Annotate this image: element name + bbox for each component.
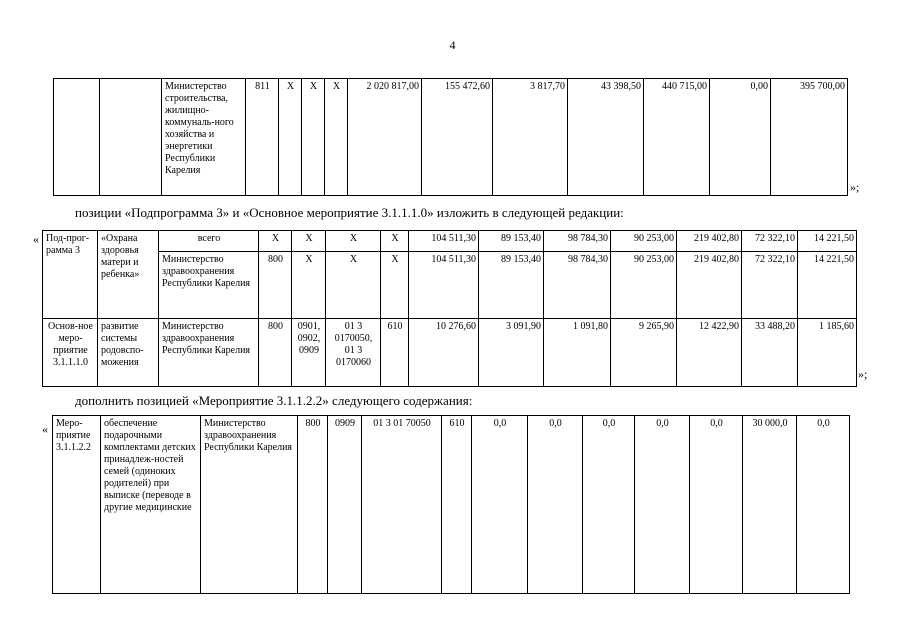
closing-quote-mark: »; [858, 367, 868, 381]
table-cell: 2 020 817,00 [348, 79, 422, 196]
table-cell: 30 000,0 [743, 416, 797, 594]
table-row [43, 319, 857, 387]
table-cell: 800 [298, 416, 328, 594]
table-cell: 0,0 [635, 416, 690, 594]
table-cell: 104 511,30 [409, 252, 479, 319]
table-cell: «Охрана здоровья матери и ребенка» [98, 231, 159, 319]
table-cell: 219 402,80 [677, 231, 742, 252]
table-cell: 72 322,10 [742, 231, 798, 252]
table-cell: Меро-приятие 3.1.1.2.2 [53, 416, 101, 594]
table-cell: 3 091,90 [479, 319, 544, 387]
table-cell [100, 79, 162, 196]
table-cell: 89 153,40 [479, 252, 544, 319]
table-cell: X [292, 252, 326, 319]
table-cell: 14 221,50 [798, 231, 857, 252]
opening-quote-mark: « [33, 232, 39, 246]
table-cell: 155 472,60 [422, 79, 493, 196]
table-cell: 3 817,70 [493, 79, 568, 196]
table-cell: Под-прог-рамма 3 [43, 231, 98, 319]
table-cell: 219 402,80 [677, 252, 742, 319]
table-cell: 0,0 [472, 416, 528, 594]
instruction-paragraph: дополнить позицией «Мероприятие 3.1.1.2.2» следующего содержания: [75, 393, 473, 408]
table-ministry-construction [53, 78, 848, 196]
table-cell: X [279, 79, 302, 196]
table-cell: 90 253,00 [611, 252, 677, 319]
table-cell: 9 265,90 [611, 319, 677, 387]
table-subprogram-3 [42, 230, 857, 387]
table-cell: X [325, 79, 348, 196]
table-cell: X [326, 252, 381, 319]
table-cell: развитие системы родовспо-можения [98, 319, 159, 387]
table-cell: всего [159, 231, 259, 252]
table-cell: 104 511,30 [409, 231, 479, 252]
table-cell: 610 [381, 319, 409, 387]
table-cell: 0,0 [690, 416, 743, 594]
table-cell: 72 322,10 [742, 252, 798, 319]
table-cell: 10 276,60 [409, 319, 479, 387]
table-cell: Основ-ное меро-приятие 3.1.1.1.0 [43, 319, 98, 387]
table-cell: 610 [442, 416, 472, 594]
table-cell: 395 700,00 [771, 79, 848, 196]
table-cell: 0,0 [583, 416, 635, 594]
table-cell: X [326, 231, 381, 252]
table-cell: 43 398,50 [568, 79, 644, 196]
table-cell: X [292, 231, 326, 252]
table-cell: Министерство здравоохранения Республики Карелия [201, 416, 298, 594]
table-cell [54, 79, 100, 196]
table-row [43, 231, 857, 252]
table-cell: 14 221,50 [798, 252, 857, 319]
table-cell: 0,0 [797, 416, 850, 594]
table-cell: 90 253,00 [611, 231, 677, 252]
opening-quote-mark: « [42, 422, 48, 436]
table-cell: 01 3 0170050, 01 3 0170060 [326, 319, 381, 387]
table-cell: 01 3 01 70050 [362, 416, 442, 594]
table-cell: 0,00 [710, 79, 771, 196]
table-event-3-1-1-2-2 [52, 415, 850, 594]
table-cell: 800 [259, 252, 292, 319]
table-cell: 1 185,60 [798, 319, 857, 387]
table-row [43, 252, 857, 319]
table-cell: обеспечение подарочными комплектами детских принадлеж-ностей семей (одиноких родителей) при выписке (переводе в другие медицинские [101, 416, 201, 594]
table-cell: X [381, 231, 409, 252]
table-row [53, 416, 850, 594]
table-cell: 800 [259, 319, 292, 387]
closing-quote-mark: »; [850, 180, 860, 194]
page-number: 4 [449, 38, 456, 52]
table-cell: X [302, 79, 325, 196]
table-cell: 98 784,30 [544, 252, 611, 319]
table-cell: X [259, 231, 292, 252]
table-cell: 98 784,30 [544, 231, 611, 252]
table-cell: X [381, 252, 409, 319]
table-cell: 440 715,00 [644, 79, 710, 196]
table-cell: 1 091,80 [544, 319, 611, 387]
instruction-paragraph: позиции «Подпрограмма 3» и «Основное мероприятие 3.1.1.1.0» изложить в следующей редакции: [75, 205, 624, 220]
table-cell: 33 488,20 [742, 319, 798, 387]
table-cell: Министерство строительства, жилищно-коммуналь-ного хозяйства и энергетики Республики Карелия [162, 79, 246, 196]
table-cell: 811 [246, 79, 279, 196]
table-cell: 12 422,90 [677, 319, 742, 387]
table-cell: 89 153,40 [479, 231, 544, 252]
table-cell: 0901, 0902, 0909 [292, 319, 326, 387]
table-cell: Министерство здравоохранения Республики Карелия [159, 319, 259, 387]
table-row [54, 79, 848, 196]
table-cell: Министерство здравоохранения Республики Карелия [159, 252, 259, 319]
table-cell: 0909 [328, 416, 362, 594]
table-cell: 0,0 [528, 416, 583, 594]
